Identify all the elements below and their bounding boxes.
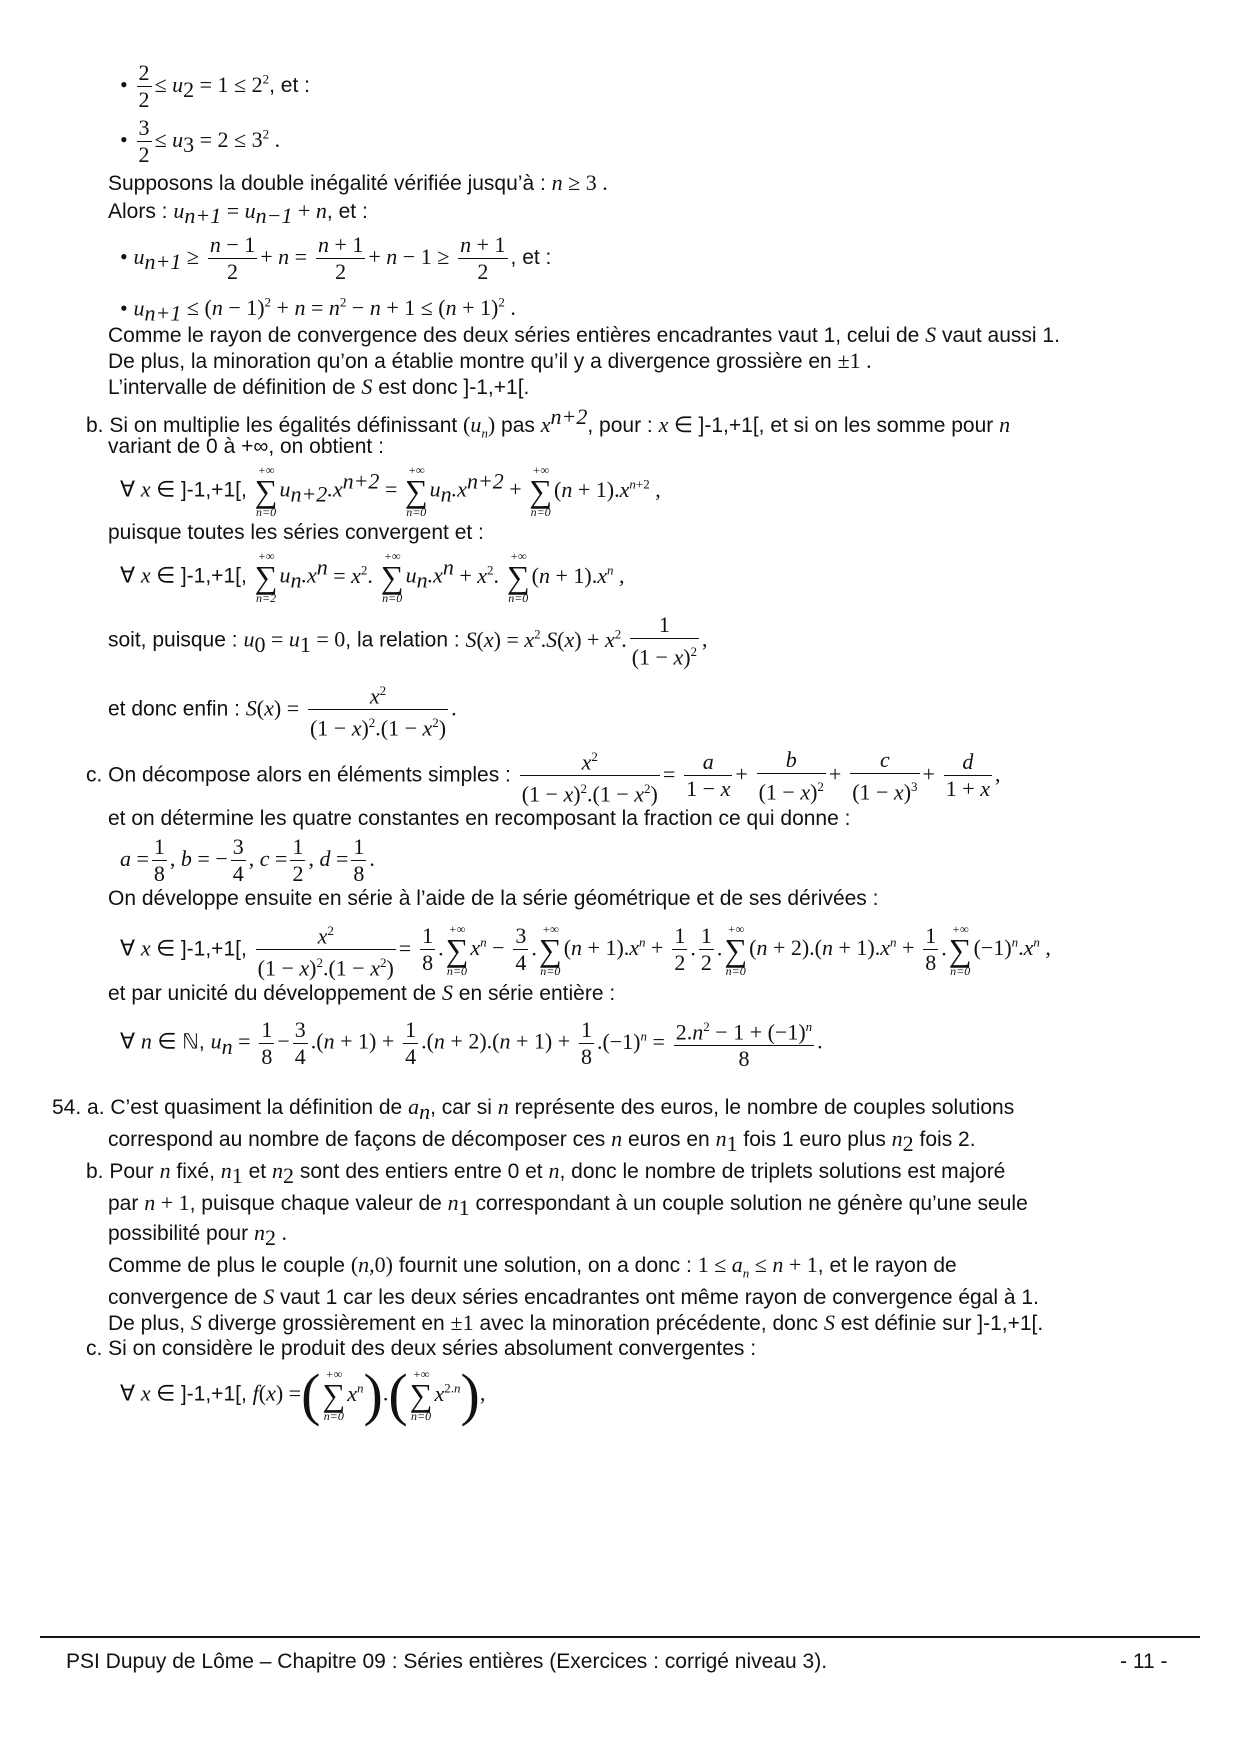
bullet-u3: • $\frac{3}{2}$ ≤ $u_3 = 2 \le 3^2$ . (120, 115, 281, 167)
exercise-54-b: b. Pour n fixé, $n_1$ et $n_2$ sont des entiers entre 0 et n, donc le nombre de triplets solutions est majoré (86, 1158, 1006, 1189)
text-line: Supposons la double inégalité vérifiée jusqu’à : n ≥ 3 . (108, 170, 608, 195)
text-line: Comme le rayon de convergence des deux séries entières encadrantes vaut 1, celui de S vaut aussi 1. (108, 322, 1060, 347)
text-line: variant de 0 à +∞, on obtient : (108, 435, 384, 458)
exercise-54-a: 54. a. C’est quasiment la définition de $a_n$, car si n représente des euros, le nombre de couples solutions (52, 1094, 1015, 1125)
equation-series-expansion: ∀ x ∈ ]-1,+1[, $\frac{x^2}{(1 - x)^2.(1 - x^2)}$ = $\frac{1}{8}$ . +∞ ∑ n=0 $x^n$ − $\frac{3}{4}$ . +∞ ∑ n=0 $(n + 1).x^n$ + $\frac{1}{2}$ . $\frac{1}{2}$ . +∞ ∑ n=0 $(n + 2).(n + 1).x^n$ + $\frac{1}{8}$ . +∞ ∑ n=0 $(-1)^n.x^n$ , (120, 918, 1051, 982)
text-line: possibilité pour $n_2$ . (108, 1220, 287, 1251)
bullet-lower-bound: • $u_{n+1}$ ≥ $\frac{n - 1}{2}$ + n = $\frac{n + 1}{2}$ + n − 1 ≥ $\frac{n + 1}{2}$ , et : (120, 232, 552, 284)
text-line: L’intervalle de définition de S est donc ]-1,+1[. (108, 374, 530, 399)
text-line: correspond au nombre de façons de décomposer ces n euros en $n_1$ fois 1 euro plus $n_2$ fois 2. (108, 1126, 976, 1157)
equation-sum-2: ∀ x ∈ ]-1,+1[, +∞ ∑ n=2 $u_n.x^n = x^2$. +∞ ∑ n=0 $u_n.x^n + x^2$. +∞ ∑ n=0 $(n + 1).x^n$ , (120, 549, 625, 605)
bullet-upper-bound: • $u_{n+1} \le (n - 1)^2 + n = n^2 - n + 1 \le (n + 1)^2$ . (120, 295, 516, 326)
text-line: De plus, la minoration qu’on a établie montre qu’il y a divergence grossière en ±1 . (108, 348, 872, 373)
equation-sum-1: ∀ x ∈ ]-1,+1[, +∞ ∑ n=0 $u_{n+2}.x^{n+2}$ = +∞ ∑ n=0 $u_n.x^{n+2}$ + +∞ ∑ n=0 $(n + 1).x^{n+2}$ , (120, 463, 661, 519)
text-line: Comme de plus le couple (n,0) fournit une solution, on a donc : $1 \le a_n \le n + 1$, et le rayon de (108, 1252, 957, 1281)
text-line: puisque toutes les séries convergent et : (108, 521, 484, 544)
equation-constants: a = $\frac{1}{8}$ , b = − $\frac{3}{4}$ , c = $\frac{1}{2}$ , d = $\frac{1}{8}$ . (120, 834, 375, 886)
text-line: b. Si on multiplie les égalités définissant $(u_n)$ pas $x^{n+2}$, pour : x ∈ ]-1,+1[, et si on les somme pour n (86, 404, 1011, 441)
text-line: et par unicité du développement de S en série entière : (108, 980, 616, 1005)
text-line: et on détermine les quatre constantes en recomposant la fraction ce qui donne : (108, 807, 851, 830)
bullet-u2: • $\frac{2}{2}$ ≤ $u_2 = 1 \le 2^2$, et : (120, 60, 310, 112)
text-line: par n + 1, puisque chaque valeur de $n_1$ correspondant à un couple solution ne génère qu’une seule (108, 1190, 1028, 1221)
footer-title: PSI Dupuy de Lôme – Chapitre 09 : Séries entières (Exercices : corrigé niveau 3). (66, 1650, 828, 1673)
equation-relation: soit, puisque : $u_0 = u_1 = 0$, la relation : $S(x) = x^2.S(x) + x^2$. $\frac{1}{(1 - x)^2}$ , (108, 612, 708, 670)
footer-divider (40, 1636, 1200, 1638)
text-line: De plus, S diverge grossièrement en ±1 avec la minoration précédente, donc S est définie sur ]-1,+1[. (108, 1310, 1044, 1335)
page-number: - 11 - (1120, 1650, 1168, 1673)
text-line: On développe ensuite en série à l’aide de la série géométrique et de ses dérivées : (108, 887, 879, 910)
text-line: Alors : $u_{n+1} = u_{n-1} + n$, et : (108, 198, 368, 229)
equation-un: ∀ n ∈ ℕ, $u_n$ = $\frac{1}{8}$ − $\frac{3}{4}$ .(n + 1) + $\frac{1}{4}$ .(n + 2).(n + 1) + $\frac{1}{8}$ $.(-1)^n$ = $\frac{2.n^2 - 1 + (-1)^n}{8}$ . (120, 1014, 823, 1072)
equation-S: et donc enfin : S(x) = $\frac{x^2}{(1 - x)^2.(1 - x^2)}$ . (108, 678, 457, 742)
exercise-54-c: c. Si on considère le produit des deux séries absolument convergentes : (86, 1337, 757, 1360)
equation-decomposition: c. On décompose alors en éléments simples : $\frac{x^2}{(1 - x)^2.(1 - x^2)}$ = $\frac{a}{1 - x}$ + $\frac{b}{(1 - x)^2}$ + $\frac{c}{(1 - x)^3}$ + $\frac{d}{1 + x}$ , (86, 744, 1000, 808)
equation-product: ∀ x ∈ ]-1,+1[, f(x) =( +∞ ∑ n=0 $x^n$).( +∞ ∑ n=0 $x^{2.n}$), (120, 1362, 486, 1427)
text-line: convergence de S vaut 1 car les deux séries encadrantes ont même rayon de convergence égal à 1. (108, 1284, 1039, 1309)
